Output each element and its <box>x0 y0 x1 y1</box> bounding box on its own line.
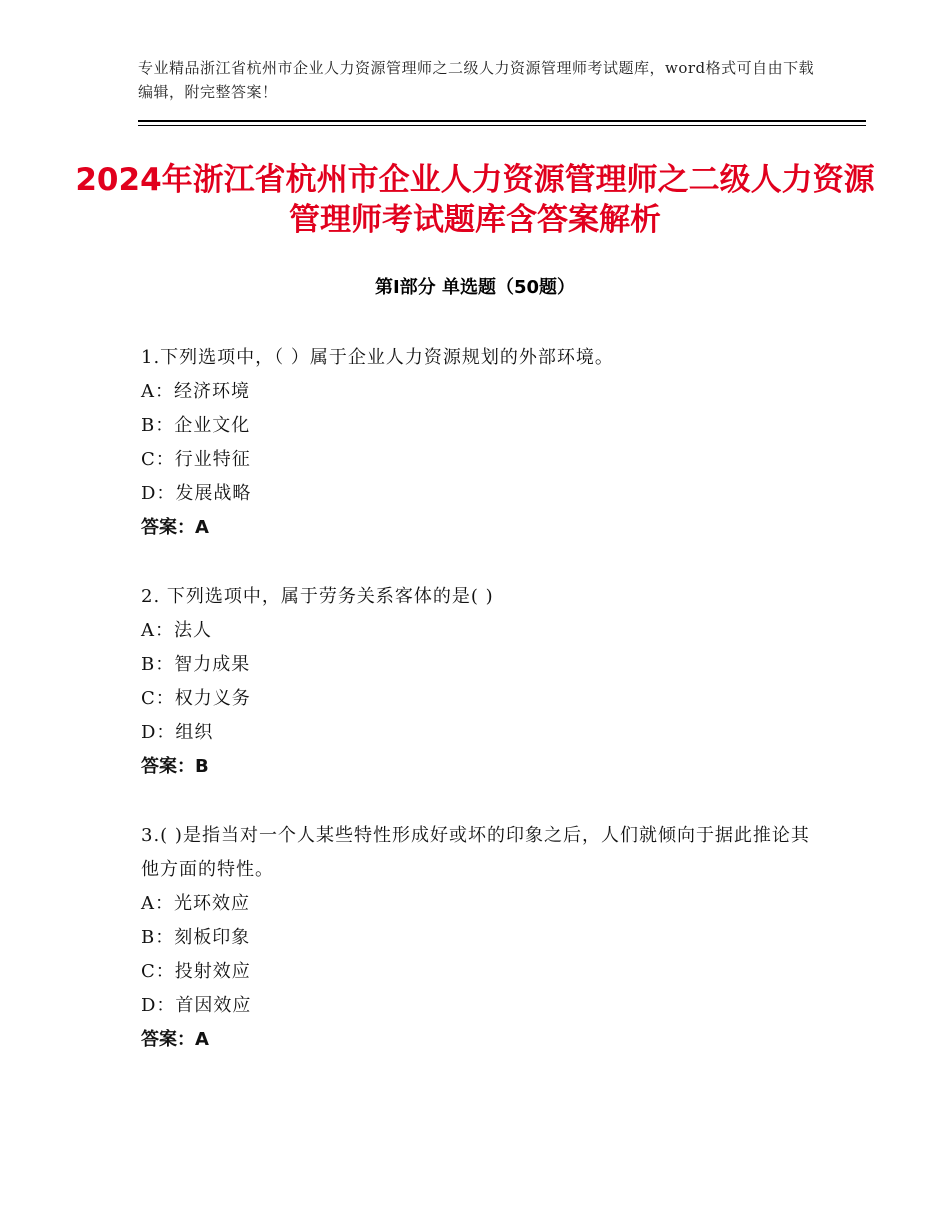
question-stem: 2. 下列选项中，属于劳务关系客体的是( ) <box>141 586 494 607</box>
header-divider-thick <box>138 120 866 122</box>
option-b: B：企业文化 <box>141 415 251 436</box>
answer-line: 答案：A <box>141 1029 209 1050</box>
question-3 <box>141 819 821 1057</box>
section-heading: 第Ⅰ部分 单选题（50题） <box>374 277 575 298</box>
option-d: D：组织 <box>141 722 214 743</box>
header-note: 专业精品浙江省杭州市企业人力资源管理师之二级人力资源管理师考试题库，word格式可自由下载编辑，附完整答案！ <box>138 59 815 101</box>
option-d: D：发展战略 <box>141 483 252 504</box>
answer-line: 答案：B <box>141 756 209 777</box>
option-c: C：行业特征 <box>141 449 251 470</box>
question-2 <box>141 580 821 784</box>
question-1 <box>141 341 821 545</box>
option-b: B：刻板印象 <box>141 927 251 948</box>
document-title: 2024年浙江省杭州市企业人力资源管理师之二级人力资源管理师考试题库含答案解析 <box>75 162 875 238</box>
option-a: A：光环效应 <box>141 893 250 914</box>
option-b: B：智力成果 <box>141 654 251 675</box>
answer-line: 答案：A <box>141 517 209 538</box>
option-c: C：权力义务 <box>141 688 251 709</box>
header-divider-thin <box>138 125 866 126</box>
option-a: A：法人 <box>141 620 212 641</box>
option-a: A：经济环境 <box>141 381 250 402</box>
option-d: D：首因效应 <box>141 995 252 1016</box>
question-stem: 1.下列选项中，（ ）属于企业人力资源规划的外部环境。 <box>141 347 614 368</box>
question-stem: 3.( )是指当对一个人某些特性形成好或坏的印象之后，人们就倾向于据此推论其他方面的特性。 <box>141 825 810 880</box>
option-c: C：投射效应 <box>141 961 251 982</box>
